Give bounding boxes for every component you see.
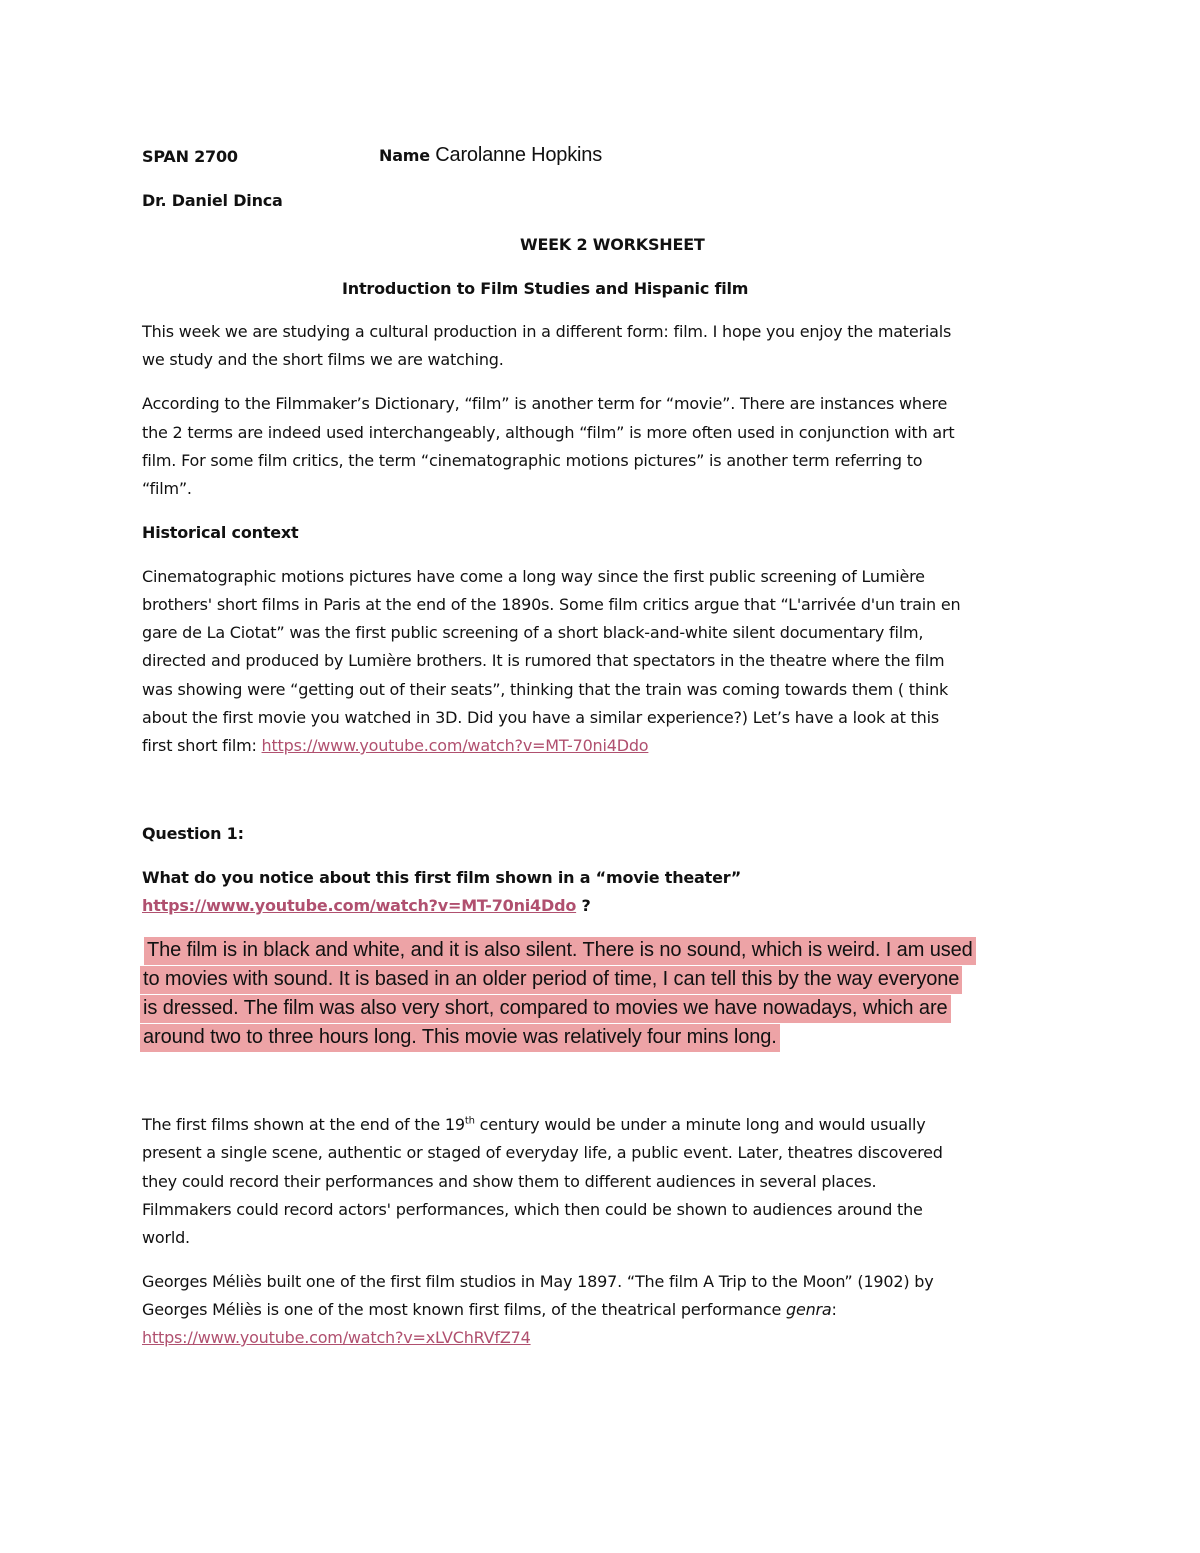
answer-line: to movies with sound. It is based in an older period of time, I can tell this by the way everyone	[140, 966, 962, 994]
early-films-text: The first films shown at the end of the 19	[142, 1115, 465, 1134]
melies-text: Georges Méliès is one of the most known first films, of the theatrical performance	[142, 1300, 786, 1319]
early-films-line: they could record their performances and show them to different audiences in several places.	[142, 1172, 877, 1191]
melies-link-line	[142, 1328, 531, 1347]
intro-line: we study and the short films we are watching.	[142, 350, 504, 369]
early-films-line: Filmmakers could record actors' performances, which then could be shown to audiences around the	[142, 1200, 923, 1219]
historical-line: Cinematographic motions pictures have come a long way since the first public screening of Lumière	[142, 567, 925, 586]
name-field	[379, 144, 602, 167]
question-video-link[interactable]: https://www.youtube.com/watch?v=MT-70ni4Ddo	[142, 896, 577, 915]
question-mark: ?	[576, 896, 591, 915]
student-name: Carolanne Hopkins	[435, 144, 602, 166]
historical-line: brothers' short films in Paris at the end of the 1890s. Some film critics argue that “L'arrivée d'un train en	[142, 595, 961, 614]
worksheet-subtitle: Introduction to Film Studies and Hispanic film	[342, 279, 749, 298]
historical-heading: Historical context	[142, 523, 299, 542]
melies-colon: :	[831, 1300, 837, 1319]
historical-line: gare de La Ciotat” was the first public screening of a short black-and-white silent documentary film,	[142, 623, 924, 642]
definition-line: According to the Filmmaker’s Dictionary, “film” is another term for “movie”. There are instances where	[142, 394, 948, 413]
course-code: SPAN 2700	[142, 147, 238, 166]
historical-line: was showing were “getting out of their seats”, thinking that the train was coming towards them ( think	[142, 680, 949, 699]
lumiere-film-link[interactable]: https://www.youtube.com/watch?v=MT-70ni4Ddo	[261, 736, 649, 755]
early-films-line	[142, 1115, 926, 1134]
name-label: Name	[379, 146, 430, 165]
definition-line: film. For some film critics, the term “cinematographic motions pictures” is another term referring to	[142, 451, 923, 470]
answer-line: The film is in black and white, and it is also silent. There is no sound, which is weird. I am used	[144, 937, 976, 965]
answer-line: around two to three hours long. This movie was relatively four mins long.	[140, 1024, 780, 1052]
definition-line: the 2 terms are indeed used interchangeably, although “film” is more often used in conjunction with art	[142, 423, 955, 442]
superscript-th: th	[464, 1115, 475, 1127]
melies-line: Georges Méliès built one of the first film studios in May 1897. “The film A Trip to the Moon” (1902) by	[142, 1272, 934, 1291]
early-films-line: world.	[142, 1228, 190, 1247]
question-label: Question 1:	[142, 824, 244, 843]
early-films-text: century would be under a minute long and would usually	[474, 1115, 926, 1134]
historical-line: about the first movie you watched in 3D. Did you have a similar experience?) Let’s have a look at this	[142, 708, 939, 727]
historical-line-last	[142, 736, 648, 755]
instructor-name: Dr. Daniel Dinca	[142, 191, 283, 210]
trip-to-moon-link[interactable]: https://www.youtube.com/watch?v=xLVChRVfZ74	[142, 1328, 531, 1347]
historical-prefix: first short film:	[142, 736, 262, 755]
definition-line: “film”.	[142, 479, 192, 498]
genra-word: genra	[785, 1300, 832, 1319]
historical-line: directed and produced by Lumière brothers. It is rumored that spectators in the theatre where the film	[142, 651, 945, 670]
intro-line: This week we are studying a cultural production in a different form: film. I hope you enjoy the materials	[142, 322, 952, 341]
melies-line	[142, 1300, 837, 1319]
early-films-line: present a single scene, authentic or staged of everyday life, a public event. Later, theatres discovered	[142, 1143, 943, 1162]
worksheet-title: WEEK 2 WORKSHEET	[520, 235, 705, 254]
answer-line: is dressed. The film was also very short, compared to movies we have nowadays, which are	[140, 995, 951, 1023]
question-link-line	[142, 896, 591, 915]
question-text: What do you notice about this first film shown in a “movie theater”	[142, 868, 742, 887]
